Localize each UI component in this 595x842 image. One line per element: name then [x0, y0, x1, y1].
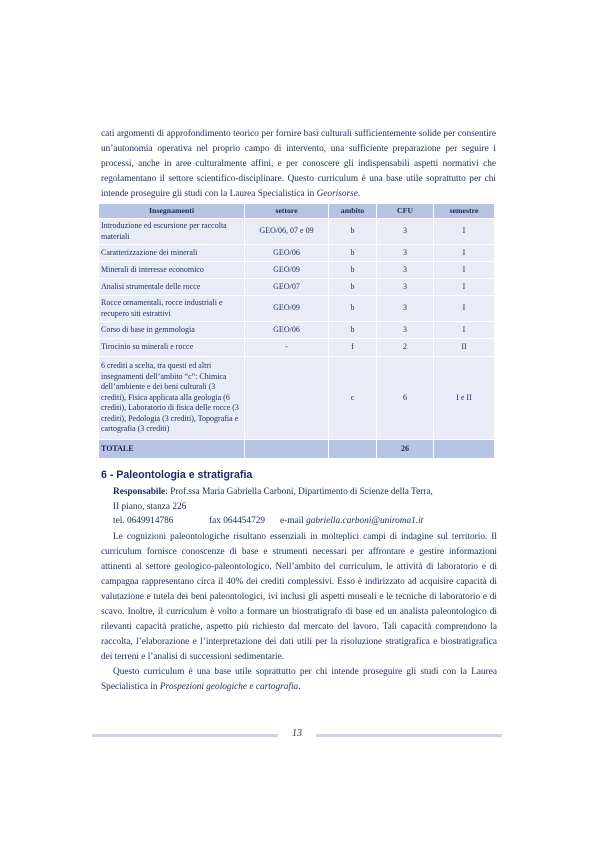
total-empty-semestre — [434, 440, 495, 458]
course-cfu: 3 — [377, 219, 434, 244]
total-empty-settore — [245, 440, 329, 458]
intro-paragraph — [101, 127, 496, 202]
header-insegnamenti: Insegnamenti — [99, 204, 245, 218]
email-label: e-mail — [280, 516, 307, 526]
responsabile-block — [113, 485, 498, 529]
course-cfu: 3 — [377, 245, 434, 261]
course-name: Analisi strumentale delle rocce — [99, 279, 245, 295]
course-semestre: I e II — [434, 357, 495, 439]
responsabile-text: : Prof.ssa Maria Gabriella Carboni, Dipartimento di Scienze della Terra, — [165, 487, 433, 497]
email-address[interactable]: gabriella.carboni@uniroma1.it — [306, 516, 424, 526]
responsabile-location: II piano, stanza 226 — [113, 501, 187, 512]
intro-end: . — [357, 189, 361, 199]
total-label: TOTALE — [99, 440, 245, 458]
courses-table — [99, 203, 495, 459]
course-semestre: I — [434, 296, 495, 321]
table-row — [99, 219, 495, 244]
course-cfu: 2 — [377, 339, 434, 356]
total-empty-ambito — [329, 440, 377, 458]
table-row — [99, 339, 495, 356]
header-semestre: semestre — [434, 204, 495, 218]
course-ambito: f — [329, 339, 377, 356]
course-settore: - — [245, 339, 329, 356]
course-name: Introduzione ed escursione per raccolta materiali — [99, 219, 245, 244]
course-ambito: b — [329, 279, 377, 295]
course-ambito: b — [329, 296, 377, 321]
body-p2-end: . — [298, 682, 301, 692]
course-settore: GEO/09 — [245, 296, 329, 321]
course-ambito: b — [329, 245, 377, 261]
header-settore: settore — [245, 204, 329, 218]
course-semestre: II — [434, 339, 495, 356]
page-number: 13 — [292, 728, 302, 739]
fax-number: fax 064454729 — [209, 516, 266, 526]
table-header-row — [99, 204, 495, 218]
header-cfu: CFU — [377, 204, 434, 218]
course-semestre: I — [434, 245, 495, 261]
table-row — [99, 357, 495, 439]
course-ambito: b — [329, 262, 377, 278]
intro-emphasis: Georisorse — [316, 189, 358, 199]
course-settore: GEO/07 — [245, 279, 329, 295]
course-cfu: 3 — [377, 296, 434, 321]
course-settore: GEO/06 — [245, 322, 329, 338]
table-total-row — [99, 440, 495, 458]
course-settore — [245, 357, 329, 439]
course-name: Tirocinio su minerali e rocce — [99, 339, 245, 356]
course-settore: GEO/06, 07 e 09 — [245, 219, 329, 244]
email-line — [280, 514, 423, 529]
course-name: 6 crediti a scelta, tra questi ed altri insegnamenti dell’ambito “c”: Chimica dell’ambiente e dei beni culturali (3 crediti), Fisica applicata alla geologia (6 crediti), Laboratorio di fisica delle rocce (3 crediti), Pedologia (3 crediti), Topografia e cartografia (3 crediti) — [99, 357, 245, 439]
course-ambito: c — [329, 357, 377, 439]
course-cfu: 3 — [377, 262, 434, 278]
footer-rule-right — [316, 734, 502, 737]
body-p2-text: Questo curriculum è una base utile soprattutto per chi intende proseguire gli studi con la Laurea Specialistica in — [101, 667, 497, 692]
body-paragraph-1: Le cognizioni paleontologiche risultano essenziali in molteplici campi di indagine sul territorio. Il curriculum fornisce conoscenze di base e strumenti necessari per affrontare e gestire informazioni attinenti al settore geologico-paleontologico. Nell’ambito del curriculum, le attività di laboratorio e di campagna rappresentano circa il 40% dei crediti complessivi. Esso è indirizzato ad acquisire capacità di valutazione e tutela dei beni paleontologici, ivi inclusi gli aspetti museali e le tecniche di laboratorio e di scavo. Inoltre, il curriculum è volto a formare un biostratigrafo di base ed un analista paleontologico di rilevanti capacità pratiche, aspetto più richiesto dal mercato del lavoro. Tali capacità comprendono la raccolta, l’elaborazione e l’interpretazione dei dati utili per la risoluzione stratigrafica e biostratigrafica dei terreni e l’analisi di successioni sedimentarie. — [101, 532, 497, 662]
course-settore: GEO/09 — [245, 262, 329, 278]
course-ambito: b — [329, 219, 377, 244]
course-cfu: 6 — [377, 357, 434, 439]
section-body — [101, 530, 497, 695]
course-name: Minerali di interesse economico — [99, 262, 245, 278]
course-semestre: I — [434, 279, 495, 295]
contact-line — [113, 514, 498, 529]
course-cfu: 3 — [377, 322, 434, 338]
course-ambito: b — [329, 322, 377, 338]
course-name: Rocce ornamentali, rocce industriali e recupero siti estrattivi — [99, 296, 245, 321]
course-cfu: 3 — [377, 279, 434, 295]
intro-text: cati argomenti di approfondimento teorico per fornire basi culturali sufficientemente solide per consentire un’autonomia operativa nel proprio campo di intervento, una sufficiente preparazione per seguire i processi, anche in aree culturalmente affini, e per conoscere gli indispensabili aspetti normativi che regolamentano il settore scientifico-disciplinare. Questo curriculum è una base utile soprattutto per chi intende proseguire gli studi con la Laurea Specialistica in — [101, 129, 496, 199]
course-name: Corso di base in gemmologia — [99, 322, 245, 338]
course-settore: GEO/06 — [245, 245, 329, 261]
header-ambito: ambito — [329, 204, 377, 218]
course-semestre: I — [434, 322, 495, 338]
body-paragraph-2 — [101, 665, 497, 695]
section-title: 6 - Paleontologia e stratigrafia — [101, 469, 253, 481]
course-name: Caratterizzazione dei minerali — [99, 245, 245, 261]
body-p2-emphasis: Prospezioni geologiche e cartografia — [159, 682, 299, 692]
responsabile-line — [113, 485, 498, 500]
responsabile-label: Responsabile — [113, 487, 166, 497]
table-row — [99, 245, 495, 261]
footer-rule-left — [92, 734, 278, 737]
course-semestre: I — [434, 219, 495, 244]
table-row — [99, 262, 495, 278]
total-value: 26 — [377, 440, 434, 458]
table-row — [99, 279, 495, 295]
table-row — [99, 322, 495, 338]
course-semestre: I — [434, 262, 495, 278]
phone-number: tel. 0649914786 — [113, 516, 174, 526]
table-row — [99, 296, 495, 321]
